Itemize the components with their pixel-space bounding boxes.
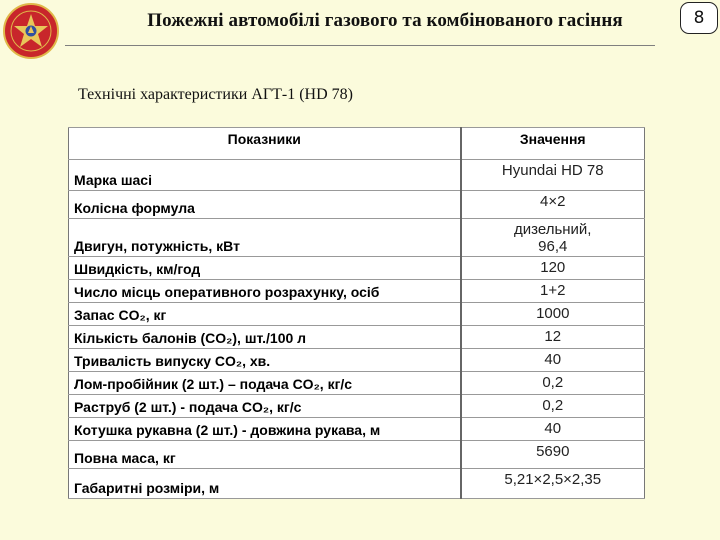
table-row	[69, 418, 645, 441]
column-header-value: Значення	[461, 128, 645, 160]
row-name: Раструб (2 шт.) - подача CO₂, кг/с	[69, 395, 461, 418]
row-name: Запас CO₂, кг	[69, 303, 461, 326]
row-value: 1000	[461, 303, 645, 326]
table-row	[69, 372, 645, 395]
table-row	[69, 257, 645, 280]
page-number: 8	[680, 2, 718, 34]
row-value: 4×2	[461, 191, 645, 219]
table-row	[69, 469, 645, 499]
table-row	[69, 395, 645, 418]
specifications-table	[68, 127, 645, 499]
row-name: Габаритні розміри, м	[69, 469, 461, 499]
row-value: дизельний, 96,4	[461, 219, 645, 257]
row-value: 120	[461, 257, 645, 280]
table-row	[69, 303, 645, 326]
row-name: Двигун, потужність, кВт	[69, 219, 461, 257]
table-row	[69, 160, 645, 191]
row-name: Повна маса, кг	[69, 441, 461, 469]
row-name: Котушка рукавна (2 шт.) - довжина рукава, м	[69, 418, 461, 441]
row-value: 1+2	[461, 280, 645, 303]
row-name: Лом-пробійник (2 шт.) – подача CO₂, кг/с	[69, 372, 461, 395]
row-value: 5,21×2,5×2,35	[461, 469, 645, 499]
row-value: 0,2	[461, 372, 645, 395]
row-name: Марка шасі	[69, 160, 461, 191]
row-value: 5690	[461, 441, 645, 469]
table-row	[69, 349, 645, 372]
row-name: Тривалість випуску CO₂, хв.	[69, 349, 461, 372]
table-row	[69, 441, 645, 469]
section-subtitle: Технічні характеристики АГТ-1 (HD 78)	[78, 86, 353, 103]
table-row	[69, 191, 645, 219]
table-row	[69, 280, 645, 303]
row-value: 0,2	[461, 395, 645, 418]
header-divider	[65, 45, 655, 46]
table-row	[69, 326, 645, 349]
row-value: Hyundai HD 78	[461, 160, 645, 191]
row-value: 40	[461, 349, 645, 372]
column-header-parameter: Показники	[69, 128, 461, 160]
row-name: Кількість балонів (CO₂), шт./100 л	[69, 326, 461, 349]
row-value: 12	[461, 326, 645, 349]
emblem-logo	[2, 2, 60, 60]
row-name: Число місць оперативного розрахунку, осіб	[69, 280, 461, 303]
row-name: Швидкість, км/год	[69, 257, 461, 280]
row-value: 40	[461, 418, 645, 441]
table-header-row	[69, 128, 645, 160]
page-title: Пожежні автомобілі газового та комбінованого гасіння	[147, 10, 623, 31]
row-name: Колісна формула	[69, 191, 461, 219]
table-row	[69, 219, 645, 257]
